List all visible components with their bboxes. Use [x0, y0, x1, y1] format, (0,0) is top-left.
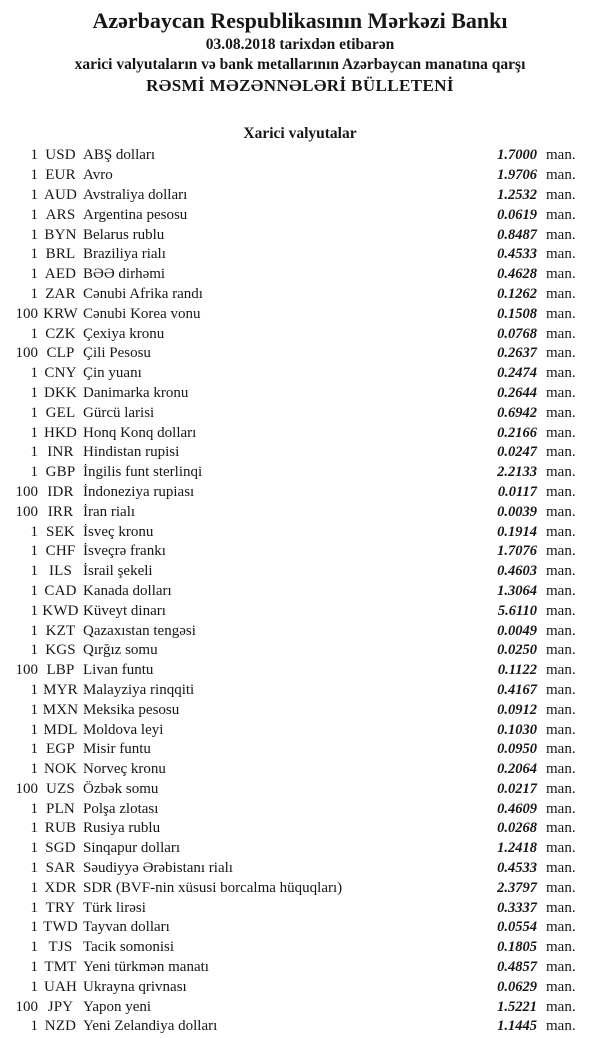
currency-code-cell: GEL — [45, 404, 76, 421]
currency-name-cell: İsveç kronu — [83, 523, 154, 540]
unit-cell: man. — [546, 325, 576, 342]
unit-cell: man. — [546, 167, 576, 184]
currency-code-cell: GBP — [45, 464, 76, 481]
rate-value-cell: 0.1262 — [497, 285, 537, 302]
bulletin-subtitle: xarici valyutaların və bank metallarının Azərbaycan manatına qarşı — [74, 56, 526, 73]
currency-code-cell: SAR — [45, 860, 76, 877]
currency-name-cell: Misir funtu — [83, 741, 151, 758]
currency-name-cell: Avstraliya dolları — [83, 186, 188, 203]
quantity-cell: 1 — [30, 899, 38, 916]
rate-value-cell: 0.0039 — [497, 503, 537, 520]
table-row — [0, 740, 600, 760]
currency-code-cell: EUR — [45, 167, 76, 184]
currency-code-cell: BRL — [45, 246, 76, 263]
quantity-cell: 1 — [30, 147, 38, 164]
table-row — [0, 780, 600, 800]
currency-code-cell: ILS — [48, 563, 73, 580]
table-row — [0, 1017, 600, 1037]
rate-value-cell: 0.4167 — [497, 681, 537, 698]
currency-code-cell: CNY — [44, 365, 77, 382]
rate-value-cell: 0.1914 — [497, 523, 537, 540]
unit-cell: man. — [546, 642, 576, 659]
quantity-cell: 1 — [30, 523, 38, 540]
currency-code-cell: NOK — [43, 761, 78, 778]
table-row — [0, 502, 600, 522]
currency-name-cell: Argentina pesosu — [83, 206, 188, 223]
quantity-cell: 1 — [30, 186, 38, 203]
unit-cell: man. — [546, 1018, 576, 1035]
rate-value-cell: 0.1030 — [497, 721, 537, 738]
currency-name-cell: Belarus rublu — [83, 226, 165, 243]
currency-name-cell: Cənubi Korea vonu — [83, 305, 201, 322]
table-row — [0, 859, 600, 879]
currency-code-cell: TMT — [44, 959, 77, 976]
quantity-cell: 1 — [30, 384, 38, 401]
rate-value-cell: 0.3337 — [497, 899, 537, 916]
unit-cell: man. — [546, 840, 576, 857]
rate-value-cell: 1.5221 — [497, 998, 537, 1015]
unit-cell: man. — [546, 701, 576, 718]
quantity-cell: 1 — [30, 820, 38, 837]
rate-value-cell: 0.0950 — [497, 741, 537, 758]
currency-name-cell: SDR (BVF-nin xüsusi borcalma hüquqları) — [83, 879, 343, 896]
unit-cell: man. — [546, 404, 576, 421]
rate-value-cell: 0.2064 — [497, 761, 537, 778]
quantity-cell: 1 — [30, 741, 38, 758]
quantity-cell: 1 — [30, 563, 38, 580]
currency-name-cell: Çin yuanı — [83, 365, 142, 382]
currency-code-cell: KGS — [45, 642, 76, 659]
currency-code-cell: ARS — [45, 206, 76, 223]
table-row — [0, 681, 600, 701]
rate-value-cell: 0.1508 — [497, 305, 537, 322]
unit-cell: man. — [546, 483, 576, 500]
unit-cell: man. — [546, 285, 576, 302]
currency-code-cell: CAD — [44, 582, 77, 599]
quantity-cell: 1 — [30, 978, 38, 995]
quantity-cell: 1 — [30, 761, 38, 778]
rate-value-cell: 0.8487 — [497, 226, 537, 243]
currency-code-cell: ZAR — [45, 285, 76, 302]
quantity-cell: 1 — [30, 206, 38, 223]
table-row — [0, 483, 600, 503]
table-row — [0, 423, 600, 443]
currency-code-cell: NZD — [44, 1018, 77, 1035]
rate-value-cell: 0.4603 — [497, 563, 537, 580]
quantity-cell: 1 — [30, 1018, 38, 1035]
unit-cell: man. — [546, 464, 576, 481]
quantity-cell: 1 — [30, 939, 38, 956]
rate-value-cell: 1.7000 — [497, 147, 537, 164]
table-row — [0, 799, 600, 819]
unit-cell: man. — [546, 582, 576, 599]
table-row — [0, 839, 600, 859]
currency-name-cell: Yeni türkmən manatı — [83, 959, 209, 976]
rate-value-cell: 0.0629 — [497, 978, 537, 995]
unit-cell: man. — [546, 186, 576, 203]
currency-name-cell: Ukrayna qrivnası — [83, 978, 187, 995]
table-row — [0, 443, 600, 463]
currency-code-cell: HKD — [43, 424, 78, 441]
rate-value-cell: 0.6942 — [497, 404, 537, 421]
currency-name-cell: Polşa zlotası — [83, 800, 159, 817]
currency-name-cell: Çexiya kronu — [83, 325, 165, 342]
unit-cell: man. — [546, 622, 576, 639]
table-row — [0, 324, 600, 344]
currency-code-cell: UAH — [43, 978, 78, 995]
currency-name-cell: Moldova leyi — [83, 721, 164, 738]
rate-value-cell: 0.0247 — [497, 444, 537, 461]
quantity-cell: 1 — [30, 266, 38, 283]
currency-code-cell: TWD — [43, 919, 78, 936]
unit-cell: man. — [546, 860, 576, 877]
table-row — [0, 700, 600, 720]
quantity-cell: 1 — [30, 681, 38, 698]
quantity-cell: 1 — [30, 543, 38, 560]
currency-name-cell: Honq Konq dolları — [83, 424, 197, 441]
quantity-cell: 1 — [30, 860, 38, 877]
currency-code-cell: CLP — [46, 345, 75, 362]
unit-cell: man. — [546, 206, 576, 223]
quantity-cell: 1 — [30, 919, 38, 936]
rate-value-cell: 0.2637 — [497, 345, 537, 362]
table-row — [0, 621, 600, 641]
quantity-cell: 1 — [30, 226, 38, 243]
unit-cell: man. — [546, 879, 576, 896]
table-row — [0, 384, 600, 404]
unit-cell: man. — [546, 681, 576, 698]
table-row — [0, 542, 600, 562]
currency-name-cell: Tacik somonisi — [83, 939, 175, 956]
unit-cell: man. — [546, 939, 576, 956]
currency-code-cell: UZS — [46, 780, 75, 797]
bulletin-title: RƏSMİ MƏZƏNNƏLƏRİ BÜLLETENİ — [146, 76, 454, 95]
quantity-cell: 1 — [30, 246, 38, 263]
currency-code-cell: USD — [45, 147, 76, 164]
unit-cell: man. — [546, 226, 576, 243]
currency-code-cell: IRR — [47, 503, 74, 520]
table-row — [0, 245, 600, 265]
table-row — [0, 720, 600, 740]
unit-cell: man. — [546, 503, 576, 520]
unit-cell: man. — [546, 978, 576, 995]
quantity-cell: 1 — [30, 602, 38, 619]
currency-name-cell: Braziliya rialı — [83, 246, 166, 263]
unit-cell: man. — [546, 523, 576, 540]
quantity-cell: 1 — [30, 800, 38, 817]
unit-cell: man. — [546, 780, 576, 797]
rate-value-cell: 1.9706 — [497, 167, 537, 184]
table-row — [0, 918, 600, 938]
currency-code-cell: CZK — [45, 325, 76, 342]
exchange-rates-table — [0, 146, 600, 1037]
unit-cell: man. — [546, 147, 576, 164]
table-row — [0, 463, 600, 483]
rate-value-cell: 0.1805 — [497, 939, 537, 956]
unit-cell: man. — [546, 266, 576, 283]
table-row — [0, 760, 600, 780]
table-row — [0, 265, 600, 285]
rate-value-cell: 1.3064 — [497, 582, 537, 599]
table-row — [0, 938, 600, 958]
currency-name-cell: Səudiyyə Ərəbistanı rialı — [83, 860, 233, 877]
currency-name-cell: Meksika pesosu — [83, 701, 180, 718]
table-row — [0, 819, 600, 839]
unit-cell: man. — [546, 563, 576, 580]
unit-cell: man. — [546, 602, 576, 619]
quantity-cell: 100 — [15, 305, 38, 322]
unit-cell: man. — [546, 899, 576, 916]
rate-value-cell: 0.0768 — [497, 325, 537, 342]
currency-name-cell: Özbək somu — [83, 780, 159, 797]
unit-cell: man. — [546, 919, 576, 936]
rate-value-cell: 2.2133 — [497, 464, 537, 481]
quantity-cell: 1 — [30, 701, 38, 718]
table-row — [0, 146, 600, 166]
table-row — [0, 364, 600, 384]
unit-cell: man. — [546, 761, 576, 778]
currency-name-cell: Tayvan dolları — [83, 919, 170, 936]
currency-name-cell: Yeni Zelandiya dolları — [83, 1018, 218, 1035]
rate-value-cell: 0.0250 — [497, 642, 537, 659]
table-row — [0, 641, 600, 661]
table-row — [0, 878, 600, 898]
currency-name-cell: Türk lirəsi — [83, 899, 146, 916]
rate-value-cell: 1.1445 — [497, 1018, 537, 1035]
currency-code-cell: KWD — [42, 602, 79, 619]
currency-name-cell: Qazaxıstan tengəsi — [83, 622, 196, 639]
quantity-cell: 1 — [30, 444, 38, 461]
table-row — [0, 601, 600, 621]
table-row — [0, 977, 600, 997]
rate-value-cell: 0.4628 — [497, 266, 537, 283]
currency-code-cell: KZT — [45, 622, 76, 639]
currency-code-cell: CHF — [45, 543, 76, 560]
section-title-foreign-currencies: Xarici valyutalar — [243, 125, 357, 142]
quantity-cell: 100 — [15, 503, 38, 520]
quantity-cell: 100 — [15, 780, 38, 797]
unit-cell: man. — [546, 384, 576, 401]
rate-value-cell: 1.2532 — [497, 186, 537, 203]
currency-name-cell: Çili Pesosu — [83, 345, 151, 362]
currency-code-cell: INR — [47, 444, 74, 461]
quantity-cell: 1 — [30, 879, 38, 896]
table-row — [0, 205, 600, 225]
quantity-cell: 1 — [30, 424, 38, 441]
currency-code-cell: JPY — [47, 998, 74, 1015]
unit-cell: man. — [546, 246, 576, 263]
currency-code-cell: EGP — [46, 741, 75, 758]
quantity-cell: 1 — [30, 464, 38, 481]
rate-value-cell: 0.0117 — [497, 483, 537, 500]
currency-name-cell: Livan funtu — [83, 662, 154, 679]
table-row — [0, 285, 600, 305]
table-row — [0, 344, 600, 364]
unit-cell: man. — [546, 721, 576, 738]
table-row — [0, 225, 600, 245]
quantity-cell: 1 — [30, 959, 38, 976]
table-row — [0, 958, 600, 978]
currency-name-cell: Yapon yeni — [83, 998, 152, 1015]
currency-name-cell: Norveç kronu — [83, 761, 166, 778]
rate-value-cell: 0.4533 — [497, 246, 537, 263]
quantity-cell: 1 — [30, 365, 38, 382]
currency-name-cell: Cənubi Afrika randı — [83, 285, 203, 302]
quantity-cell: 100 — [15, 483, 38, 500]
rate-value-cell: 0.4609 — [497, 800, 537, 817]
rate-value-cell: 1.2418 — [497, 840, 537, 857]
table-row — [0, 898, 600, 918]
unit-cell: man. — [546, 959, 576, 976]
currency-code-cell: KRW — [43, 305, 78, 322]
currency-code-cell: AED — [44, 266, 77, 283]
bank-name-title: Azərbaycan Respublikasının Mərkəzi Bankı — [92, 8, 508, 33]
rate-value-cell: 0.2474 — [497, 365, 537, 382]
unit-cell: man. — [546, 444, 576, 461]
table-row — [0, 997, 600, 1017]
quantity-cell: 100 — [15, 345, 38, 362]
quantity-cell: 1 — [30, 167, 38, 184]
quantity-cell: 1 — [30, 642, 38, 659]
currency-name-cell: Kanada dolları — [83, 582, 172, 599]
table-row — [0, 562, 600, 582]
rate-value-cell: 0.0619 — [497, 206, 537, 223]
table-row — [0, 304, 600, 324]
currency-name-cell: Gürcü larisi — [83, 404, 155, 421]
currency-code-cell: MDL — [43, 721, 78, 738]
currency-name-cell: ABŞ dolları — [83, 147, 156, 164]
currency-code-cell: TJS — [48, 939, 73, 956]
currency-name-cell: Malayziya rinqqiti — [83, 681, 195, 698]
unit-cell: man. — [546, 365, 576, 382]
rate-value-cell: 0.0049 — [497, 622, 537, 639]
unit-cell: man. — [546, 543, 576, 560]
unit-cell: man. — [546, 424, 576, 441]
quantity-cell: 1 — [30, 721, 38, 738]
unit-cell: man. — [546, 820, 576, 837]
rate-value-cell: 2.3797 — [497, 879, 537, 896]
rate-value-cell: 1.7076 — [497, 543, 537, 560]
rate-value-cell: 0.4857 — [497, 959, 537, 976]
rate-value-cell: 0.2644 — [497, 384, 537, 401]
rate-value-cell: 0.1122 — [497, 662, 537, 679]
table-row — [0, 186, 600, 206]
currency-code-cell: AUD — [43, 186, 78, 203]
unit-cell: man. — [546, 662, 576, 679]
quantity-cell: 1 — [30, 840, 38, 857]
currency-name-cell: İsrail şekeli — [83, 563, 153, 580]
currency-name-cell: İsveçrə frankı — [83, 543, 166, 560]
unit-cell: man. — [546, 998, 576, 1015]
rate-value-cell: 0.0912 — [497, 701, 537, 718]
currency-name-cell: Sinqapur dolları — [83, 840, 181, 857]
table-row — [0, 582, 600, 602]
rate-value-cell: 0.2166 — [497, 424, 537, 441]
table-row — [0, 166, 600, 186]
quantity-cell: 1 — [30, 285, 38, 302]
currency-code-cell: LBP — [46, 662, 75, 679]
currency-name-cell: Hindistan rupisi — [83, 444, 180, 461]
currency-code-cell: MYR — [43, 681, 78, 698]
unit-cell: man. — [546, 345, 576, 362]
currency-code-cell: DKK — [43, 384, 78, 401]
quantity-cell: 1 — [30, 582, 38, 599]
currency-name-cell: İngilis funt sterlinqi — [83, 464, 203, 481]
effective-date-line: 03.08.2018 tarixdən etibarən — [205, 36, 395, 53]
currency-code-cell: BYN — [44, 226, 77, 243]
rate-value-cell: 0.0217 — [497, 780, 537, 797]
table-row — [0, 661, 600, 681]
table-row — [0, 403, 600, 423]
rate-value-cell: 0.4533 — [497, 860, 537, 877]
quantity-cell: 1 — [30, 622, 38, 639]
unit-cell: man. — [546, 800, 576, 817]
currency-name-cell: Qırğız somu — [83, 642, 158, 659]
rate-value-cell: 0.0554 — [497, 919, 537, 936]
quantity-cell: 1 — [30, 325, 38, 342]
quantity-cell: 100 — [15, 662, 38, 679]
currency-code-cell: TRY — [45, 899, 76, 916]
table-row — [0, 522, 600, 542]
currency-code-cell: SEK — [46, 523, 75, 540]
currency-name-cell: Küveyt dinarı — [83, 602, 166, 619]
currency-name-cell: Rusiya rublu — [83, 820, 161, 837]
currency-name-cell: İran rialı — [83, 503, 136, 520]
currency-code-cell: XDR — [44, 879, 77, 896]
quantity-cell: 1 — [30, 404, 38, 421]
rate-value-cell: 5.6110 — [497, 602, 537, 619]
currency-code-cell: IDR — [47, 483, 74, 500]
currency-name-cell: İndoneziya rupiası — [83, 483, 195, 500]
currency-name-cell: BƏƏ dirhəmi — [83, 266, 166, 283]
unit-cell: man. — [546, 305, 576, 322]
bulletin-header — [0, 0, 600, 97]
currency-code-cell: PLN — [46, 800, 75, 817]
rate-value-cell: 0.0268 — [497, 820, 537, 837]
currency-name-cell: Avro — [83, 167, 113, 184]
currency-name-cell: Danimarka kronu — [83, 384, 189, 401]
currency-code-cell: MXN — [42, 701, 79, 718]
unit-cell: man. — [546, 741, 576, 758]
quantity-cell: 100 — [15, 998, 38, 1015]
currency-code-cell: RUB — [44, 820, 77, 837]
currency-code-cell: SGD — [45, 840, 76, 857]
